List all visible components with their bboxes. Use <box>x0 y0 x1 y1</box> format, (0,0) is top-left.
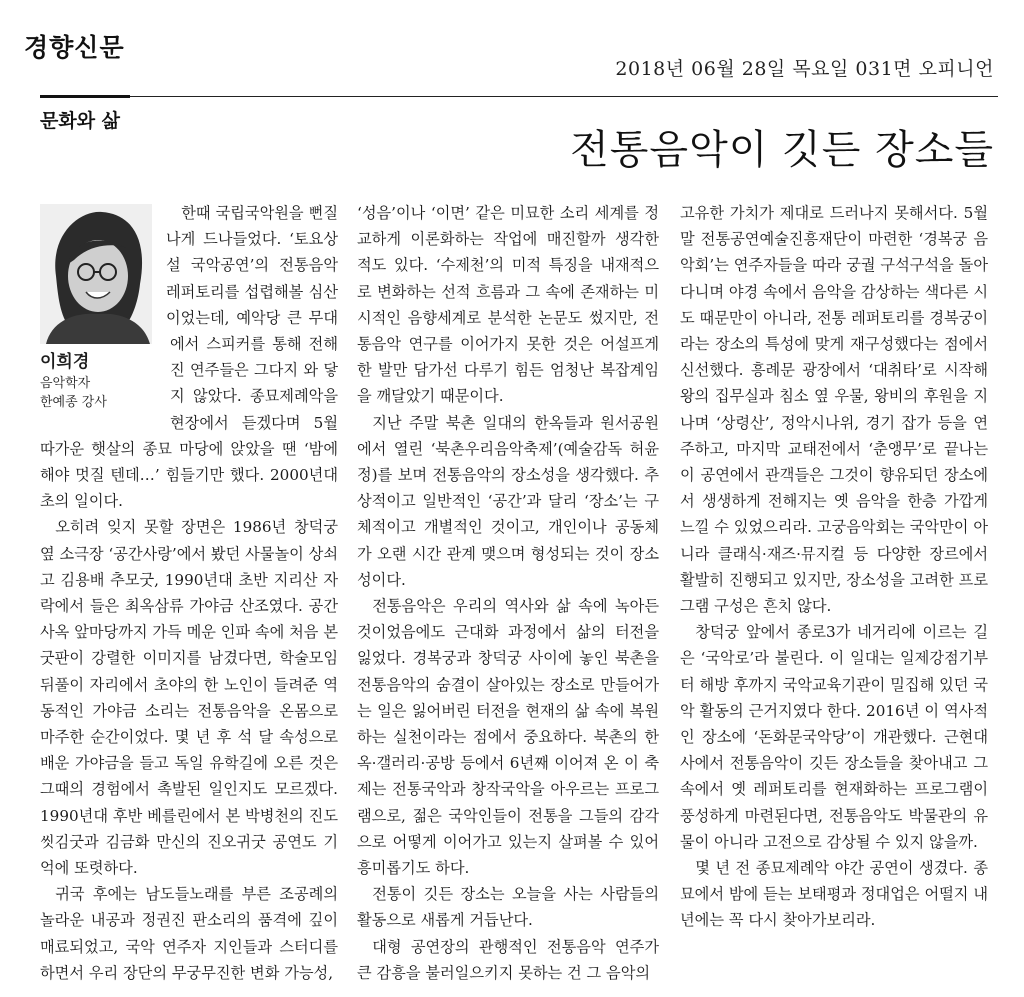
article-paragraph: 몇 년 전 종묘제례악 야간 공연이 생겼다. 종묘에서 밤에 듣는 보태평과 정대업은 어떨지 내년에는 꼭 다시 찾아가보리라. <box>680 859 988 930</box>
article-paragraph: 대형 공연장의 관행적인 전통음악 연주가 큰 감흥을 불러일으키지 못하는 건 그 음악의 <box>357 937 659 982</box>
author-affiliation: 한예종 강사 <box>40 395 107 410</box>
article-headline: 전통음악이 깃든 장소들 <box>570 127 994 173</box>
dateline: 2018년 06월 28일 목요일 031면 오피니언 <box>615 58 994 80</box>
article-column-1 <box>40 200 338 986</box>
article-column-3 <box>680 200 988 934</box>
author-byline <box>40 348 158 412</box>
article-column-2 <box>357 200 659 986</box>
article-paragraph: 한때 국립국악원을 뻔질나게 드나들었다. ‘토요상설 국악공연’의 전통음악 레퍼토리를 섭렵해볼 심산이었는데, 예악당 큰 무대에서 스피커를 통해 전해진 연주들은 그다지 와 닿지 않았다. 종묘제례악을 현장에서 듣겠다며 5월 따가운 햇살의 종묘 마당에 앉았을 땐 ‘밤에 해야 멋질 텐데…’ 힘들기만 했다. 2000년대 초의 일이다. <box>40 204 338 511</box>
article-paragraph: 지난 주말 북촌 일대의 한옥들과 원서공원에서 열린 ‘북촌우리음악축제’(예술감독 허윤정)를 보며 전통음악의 장소성을 생각했다. 추상적이고 일반적인 ‘공간’과 달리 ‘장소’는 구체적이고 개별적인 것이고, 개인이나 공동체가 오랜 시간 관계 맺으며 형성되는 것이 장소성이다. <box>357 413 659 589</box>
article-paragraph: 오히려 잊지 못할 장면은 1986년 창덕궁 옆 소극장 ‘공간사랑’에서 봤던 사물놀이 상쇠 고 김용배 추모굿, 1990년대 초반 지리산 자락에서 들은 최옥삼류 가야금 산조였다. 공간사옥 앞마당까지 가득 메운 인파 속에 처음 본 굿판이 강렬한 이미지를 남겼다면, 학술모임 뒤풀이 자리에서 초야의 한 노인이 들려준 역동적인 가야금 소리는 전통음악을 온몸으로 마주한 순간이었다. 몇 년 후 석 달 속성으로 배운 가야금을 들고 독일 유학길에 오른 것은 그때의 경험에서 촉발된 일인지도 모르겠다. 1990년대 후반 베를린에서 본 박병천의 진도씻김굿과 김금화 만신의 진오귀굿 공연도 기억에 또렷하다. <box>40 518 338 878</box>
author-name: 이희경 <box>40 352 90 372</box>
newspaper-masthead: 경향신문 <box>24 33 125 62</box>
article-paragraph: 전통이 깃든 장소는 오늘을 사는 사람들의 활동으로 새롭게 거듭난다. <box>357 885 659 930</box>
article-paragraph: 고유한 가치가 제대로 드러나지 못해서다. 5월 말 전통공연예술진흥재단이 마련한 ‘경복궁 음악회’는 연주자들을 따라 궁궐 구석구석을 돌아다니며 야경 속에서 음악을 감상하는 색다른 시도 때문만이 아니라, 전통 레퍼토리를 경복궁이라는 장소의 특성에 맞게 재구성했다는 점에서 신선했다. 흥례문 광장에서 ‘대취타’로 시작해 왕의 집무실과 침소 옆 우물, 왕비의 후원을 지나며 ‘상령산’, 정악시나위, 경기 잡가 등을 연주하고, 마지막 교태전에서 ‘춘앵무’로 끝나는 이 공연에서 관객들은 그것이 향유되던 장소에서 생생하게 전해지는 옛 음악을 한층 가깝게 느낄 수 있었으리라. 고궁음악회는 국악만이 아니라 클래식·재즈·뮤지컬 등 다양한 장르에서 활발히 진행되고 있지만, 장소성을 고려한 프로그램 구성은 흔치 않다. <box>680 204 988 616</box>
article-paragraph: ‘성음’이나 ‘이면’ 같은 미묘한 소리 세계를 정교하게 이론화하는 작업에 매진할까 생각한 적도 있다. ‘수제천’의 미적 특징을 내재적으로 변화하는 선적 흐름과 그 속에 존재하는 미시적인 음향세계로 분석한 논문도 썼지만, 전통음악 연구를 이어가지 못한 것은 어설프게 한 발만 담가선 다루기 힘든 엄청난 복잡계임을 깨달았기 때문이다. <box>357 204 659 406</box>
section-accent-rule <box>40 95 130 98</box>
article-paragraph: 창덕궁 앞에서 종로3가 네거리에 이르는 길은 ‘국악로’라 불린다. 이 일대는 일제강점기부터 해방 후까지 국악교육기관이 밀집해 있던 국악 활동의 근거지였다 한다. 2016년 이 역사적인 장소에 ‘돈화문국악당’이 개관했다. 근현대사에서 전통음악이 깃든 장소들을 찾아내고 그 속에서 옛 레퍼토리를 현재화하는 프로그램이 풍성하게 마련된다면, 전통음악도 박물관의 유물이 아니라 고전으로 감상될 수 있지 않을까. <box>680 623 988 851</box>
author-portrait-image <box>40 204 152 344</box>
author-title: 음악학자 <box>40 376 91 391</box>
section-label: 문화와 삶 <box>40 110 121 132</box>
header-divider <box>40 96 998 97</box>
article-paragraph: 전통음악은 우리의 역사와 삶 속에 녹아든 것이었음에도 근대화 과정에서 삶의 터전을 잃었다. 경복궁과 창덕궁 사이에 놓인 북촌을 전통음악의 숨결이 살아있는 장소로 만들어가는 일은 잃어버린 터전을 현재의 삶 속에 복원하는 실천이라는 점에서 중요하다. 북촌의 한옥·갤러리·공방 등에서 6년째 이어져 온 이 축제는 전통국악과 창작국악을 아우르는 프로그램으로, 젊은 국악인들이 전통을 그들의 감각으로 어떻게 이어가고 있는지 살펴볼 수 있어 흥미롭기도 하다. <box>357 597 659 878</box>
article-paragraph: 귀국 후에는 남도들노래를 부른 조공례의 놀라운 내공과 정권진 판소리의 품격에 깊이 매료되었고, 국악 연주자 지인들과 스터디를 하면서 우리 장단의 무궁무진한 변화 가능성, <box>40 885 338 982</box>
author-photo <box>40 204 152 344</box>
